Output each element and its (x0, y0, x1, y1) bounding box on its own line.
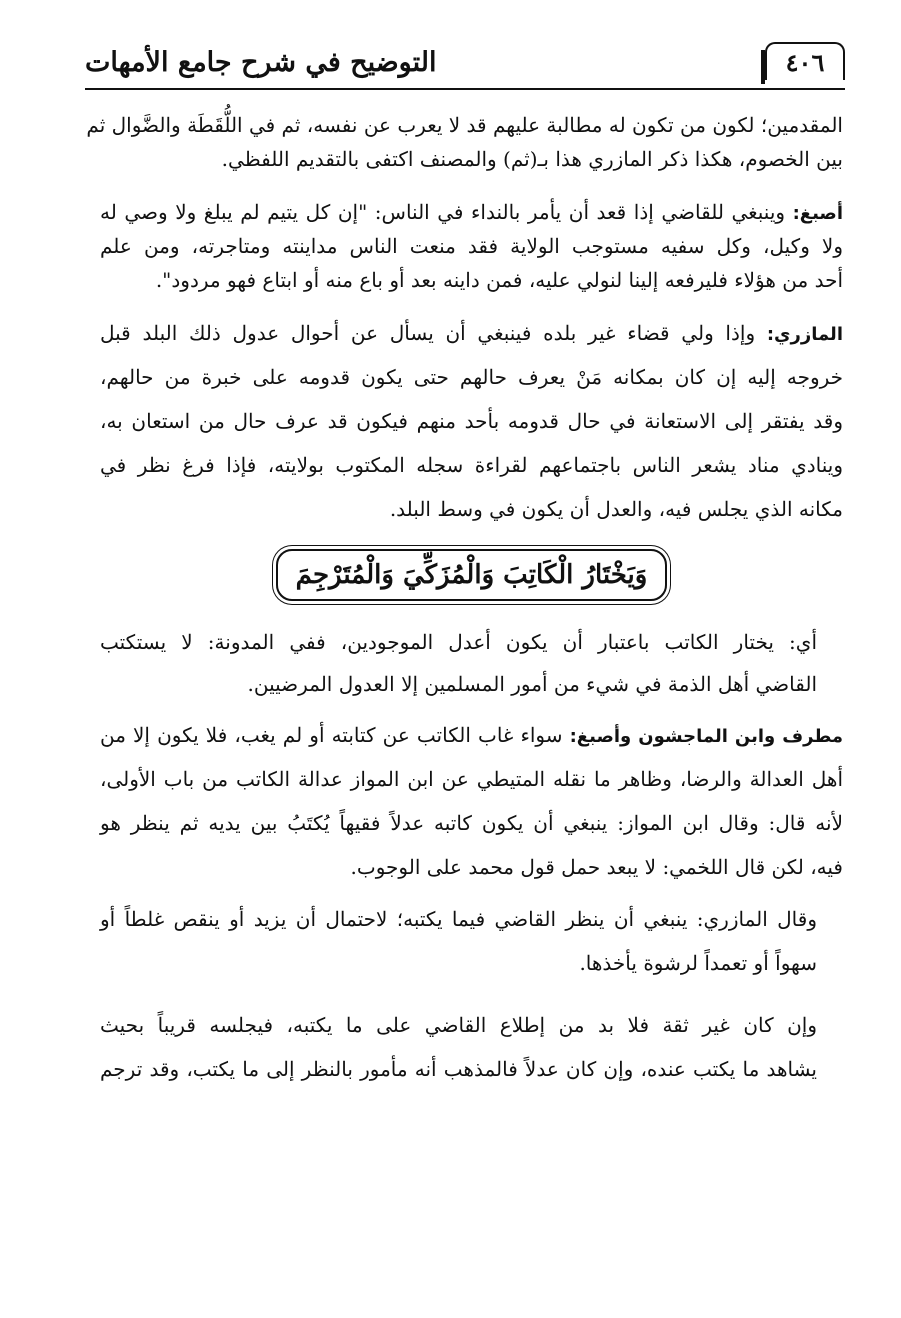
text-line: لأنه قال: وقال ابن المواز: ينبغي أن يكون كاتبه عدلاً فقيهاً يُكتَبُ بين يديه ثم ينظر هو (100, 811, 843, 835)
text-line: ولا وكيل، وكل سفيه مستوجب الولاية فقد منعت الناس مداينته ومتاجرته، ومن علم (100, 234, 843, 258)
book-title: التوضيح في شرح جامع الأمهات (85, 47, 437, 78)
paragraph-intro (86, 108, 843, 176)
text-line (100, 311, 843, 355)
text-line: القاضي أهل الذمة في شيء من أمور المسلمين إلا العدول المرضيين. (247, 672, 817, 696)
text-line: خروجه إليه إن كان بمكانه مَنْ يعرف حالهم حتى يكون قدومه على خبرة من حالهم، (100, 365, 843, 389)
page-body (86, 108, 843, 1091)
text-line: وإن كان غير ثقة فلا بد من إطلاع القاضي على ما يكتبه، فيجلسه قريباً بحيث (100, 1013, 817, 1037)
text-line (100, 195, 843, 229)
paragraph-mazari (100, 311, 843, 531)
text-line: مكانه الذي يجلس فيه، والعدل أن يكون في وسط البلد. (389, 497, 843, 521)
page-number: ٤٠٦ (765, 42, 845, 80)
text-line: بين الخصوم، هكذا ذكر المازري هذا بـ(ثم) والمصنف اكتفى بالتقديم اللفظي. (221, 147, 843, 171)
speaker-label: أصبغ: (792, 203, 843, 224)
text-line: فيه، لكن قال اللخمي: لا يبعد حمل قول محمد على الوجوب. (350, 855, 843, 879)
text-line (100, 713, 843, 757)
paragraph-in-kana (100, 1003, 843, 1091)
text-run: وإذا ولي قضاء غير بلده فينبغي أن يسأل عن أحوال عدول ذلك البلد قبل (100, 321, 767, 345)
text-line: المقدمين؛ لكون من تكون له مطالبة عليهم قد لا يعرب عن نفسه، ثم في اللُّقَطَة والضَّوال ثم (86, 113, 843, 137)
text-line: يشاهد ما يكتب عنده، وإن كان عدلاً فالمذهب أنه مأمور بالنظر إلى ما يكتب، وقد ترجم (100, 1057, 817, 1081)
text-line: أحد من هؤلاء فليرفعه إلينا لنولي عليه، فمن داينه بعد أو باع منه أو ابتاع فهو مردود". (155, 268, 843, 292)
text-line: سهواً أو تعمداً لرشوة يأخذها. (579, 951, 817, 975)
section-heading-frame (100, 545, 843, 605)
text-line: أي: يختار الكاتب باعتبار أن يكون أعدل الموجودين، ففي المدونة: لا يستكتب (100, 630, 817, 654)
text-line: وينادي مناد يشعر الناس باجتماعهم لقراءة سجله المكتوب بولايته، فإذا فرغ نظر في (100, 453, 843, 477)
paragraph-explanation (100, 621, 843, 705)
speaker-label: مطرف وابن الماجشون وأصبغ: (569, 726, 843, 747)
paragraph-mutarrif (100, 713, 843, 889)
paragraph-mazari-quote (100, 897, 843, 985)
text-line: وقد يفتقر إلى الاستعانة في حال قدومه بأحد منهم فيكون قد عرف حال من استعان به، (100, 409, 843, 433)
paragraph-asbagh (100, 195, 843, 297)
running-header (85, 42, 845, 90)
section-heading: وَيَخْتَارُ الْكَاتِبَ وَالْمُزَكِّيَ وَالْمُتَرْجِمَ (276, 549, 668, 601)
speaker-label: المازري: (766, 324, 843, 345)
text-line: أهل العدالة والرضا، وظاهر ما نقله المتيطي عن ابن المواز عدالة الكاتب من باب الأولى، (100, 767, 843, 791)
text-run: وينبغي للقاضي إذا قعد أن يأمر بالنداء في الناس: "إن كل يتيم لم يبلغ ولا وصي له (100, 200, 793, 224)
text-line: وقال المازري: ينبغي أن ينظر القاضي فيما يكتبه؛ لاحتمال أن يزيد أو ينقص غلطاً أو (100, 907, 817, 931)
text-run: سواء غاب الكاتب عن كتابته أو لم يغب، فلا يكون إلا من (100, 723, 570, 747)
